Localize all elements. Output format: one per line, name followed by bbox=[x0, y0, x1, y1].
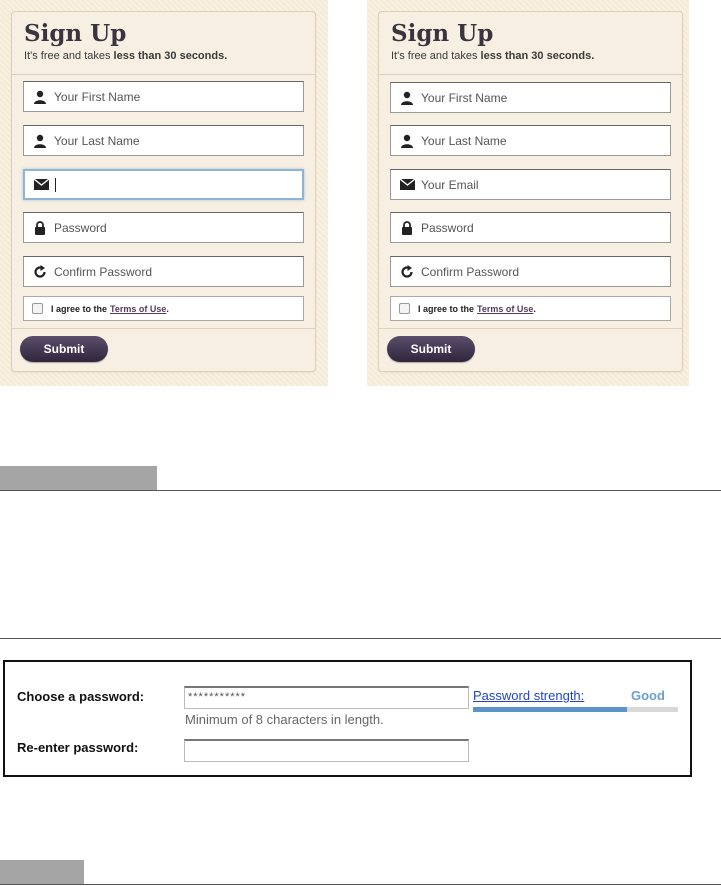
footer-divider bbox=[379, 328, 682, 329]
reenter-password-input[interactable] bbox=[184, 739, 469, 762]
person-icon bbox=[399, 133, 415, 149]
signup-panel-default bbox=[367, 0, 689, 386]
email-placeholder: Your Email bbox=[421, 177, 479, 192]
refresh-icon bbox=[399, 264, 415, 280]
password-hint: Minimum of 8 characters in length. bbox=[185, 712, 384, 727]
password-strength-fill bbox=[473, 707, 627, 712]
signup-subtitle bbox=[391, 50, 594, 62]
terms-period: . bbox=[533, 303, 536, 314]
password-form bbox=[3, 660, 692, 777]
last-name-placeholder: Your Last Name bbox=[421, 133, 507, 148]
subtitle-prefix: It's free and takes bbox=[391, 50, 481, 62]
first-name-field[interactable] bbox=[23, 81, 304, 112]
last-name-placeholder: Your Last Name bbox=[54, 133, 140, 148]
text-cursor bbox=[55, 178, 56, 192]
person-icon bbox=[399, 90, 415, 106]
password-field[interactable] bbox=[23, 212, 304, 243]
section-rule bbox=[0, 490, 721, 491]
password-strength-meter bbox=[473, 707, 678, 712]
terms-row bbox=[390, 296, 671, 321]
terms-of-use-link[interactable]: Terms of Use bbox=[477, 303, 534, 314]
lock-icon bbox=[32, 220, 48, 236]
submit-button[interactable]: Submit bbox=[387, 336, 475, 362]
footer-divider bbox=[12, 328, 315, 329]
first-name-placeholder: Your First Name bbox=[54, 89, 141, 104]
signup-card bbox=[378, 11, 683, 372]
subtitle-prefix: It's free and takes bbox=[24, 50, 114, 62]
subtitle-emphasis: less than 30 seconds. bbox=[113, 50, 228, 62]
last-name-field[interactable] bbox=[390, 125, 671, 156]
choose-password-input[interactable]: *********** bbox=[184, 686, 469, 709]
signup-panel-focused bbox=[0, 0, 328, 386]
confirm-password-placeholder: Confirm Password bbox=[421, 264, 520, 279]
email-field-focused[interactable] bbox=[23, 169, 304, 200]
person-icon bbox=[32, 89, 48, 105]
signup-subtitle bbox=[24, 50, 227, 62]
password-strength-value: Good bbox=[631, 688, 665, 703]
divider bbox=[12, 74, 315, 75]
password-field[interactable] bbox=[390, 212, 671, 243]
terms-label: I agree to the bbox=[51, 303, 108, 314]
section-tab bbox=[0, 860, 84, 884]
person-icon bbox=[32, 133, 48, 149]
confirm-password-field[interactable] bbox=[23, 256, 304, 287]
terms-period: . bbox=[166, 303, 169, 314]
confirm-password-placeholder: Confirm Password bbox=[54, 264, 153, 279]
signup-title: Sign Up bbox=[391, 20, 494, 47]
password-placeholder: Password bbox=[421, 220, 474, 235]
divider bbox=[379, 74, 682, 75]
envelope-icon bbox=[33, 177, 49, 193]
email-field[interactable] bbox=[390, 169, 671, 200]
terms-row bbox=[23, 296, 304, 321]
confirm-password-field[interactable] bbox=[390, 256, 671, 287]
terms-of-use-link[interactable]: Terms of Use bbox=[110, 303, 167, 314]
terms-label: I agree to the bbox=[418, 303, 475, 314]
section-tab bbox=[0, 466, 157, 490]
password-strength-link[interactable]: Password strength: bbox=[473, 688, 585, 703]
first-name-field[interactable] bbox=[390, 82, 671, 113]
envelope-icon bbox=[399, 177, 415, 193]
terms-checkbox[interactable] bbox=[399, 303, 410, 314]
reenter-password-label: Re-enter password: bbox=[17, 740, 139, 755]
last-name-field[interactable] bbox=[23, 125, 304, 156]
section-rule bbox=[0, 884, 721, 885]
submit-button[interactable]: Submit bbox=[20, 336, 108, 362]
section-rule bbox=[0, 638, 721, 639]
password-placeholder: Password bbox=[54, 220, 107, 235]
signup-card bbox=[11, 11, 316, 372]
lock-icon bbox=[399, 220, 415, 236]
choose-password-label: Choose a password: bbox=[17, 689, 145, 704]
subtitle-emphasis: less than 30 seconds. bbox=[480, 50, 595, 62]
signup-title: Sign Up bbox=[24, 20, 127, 47]
first-name-placeholder: Your First Name bbox=[421, 90, 508, 105]
terms-checkbox[interactable] bbox=[32, 303, 43, 314]
refresh-icon bbox=[32, 264, 48, 280]
